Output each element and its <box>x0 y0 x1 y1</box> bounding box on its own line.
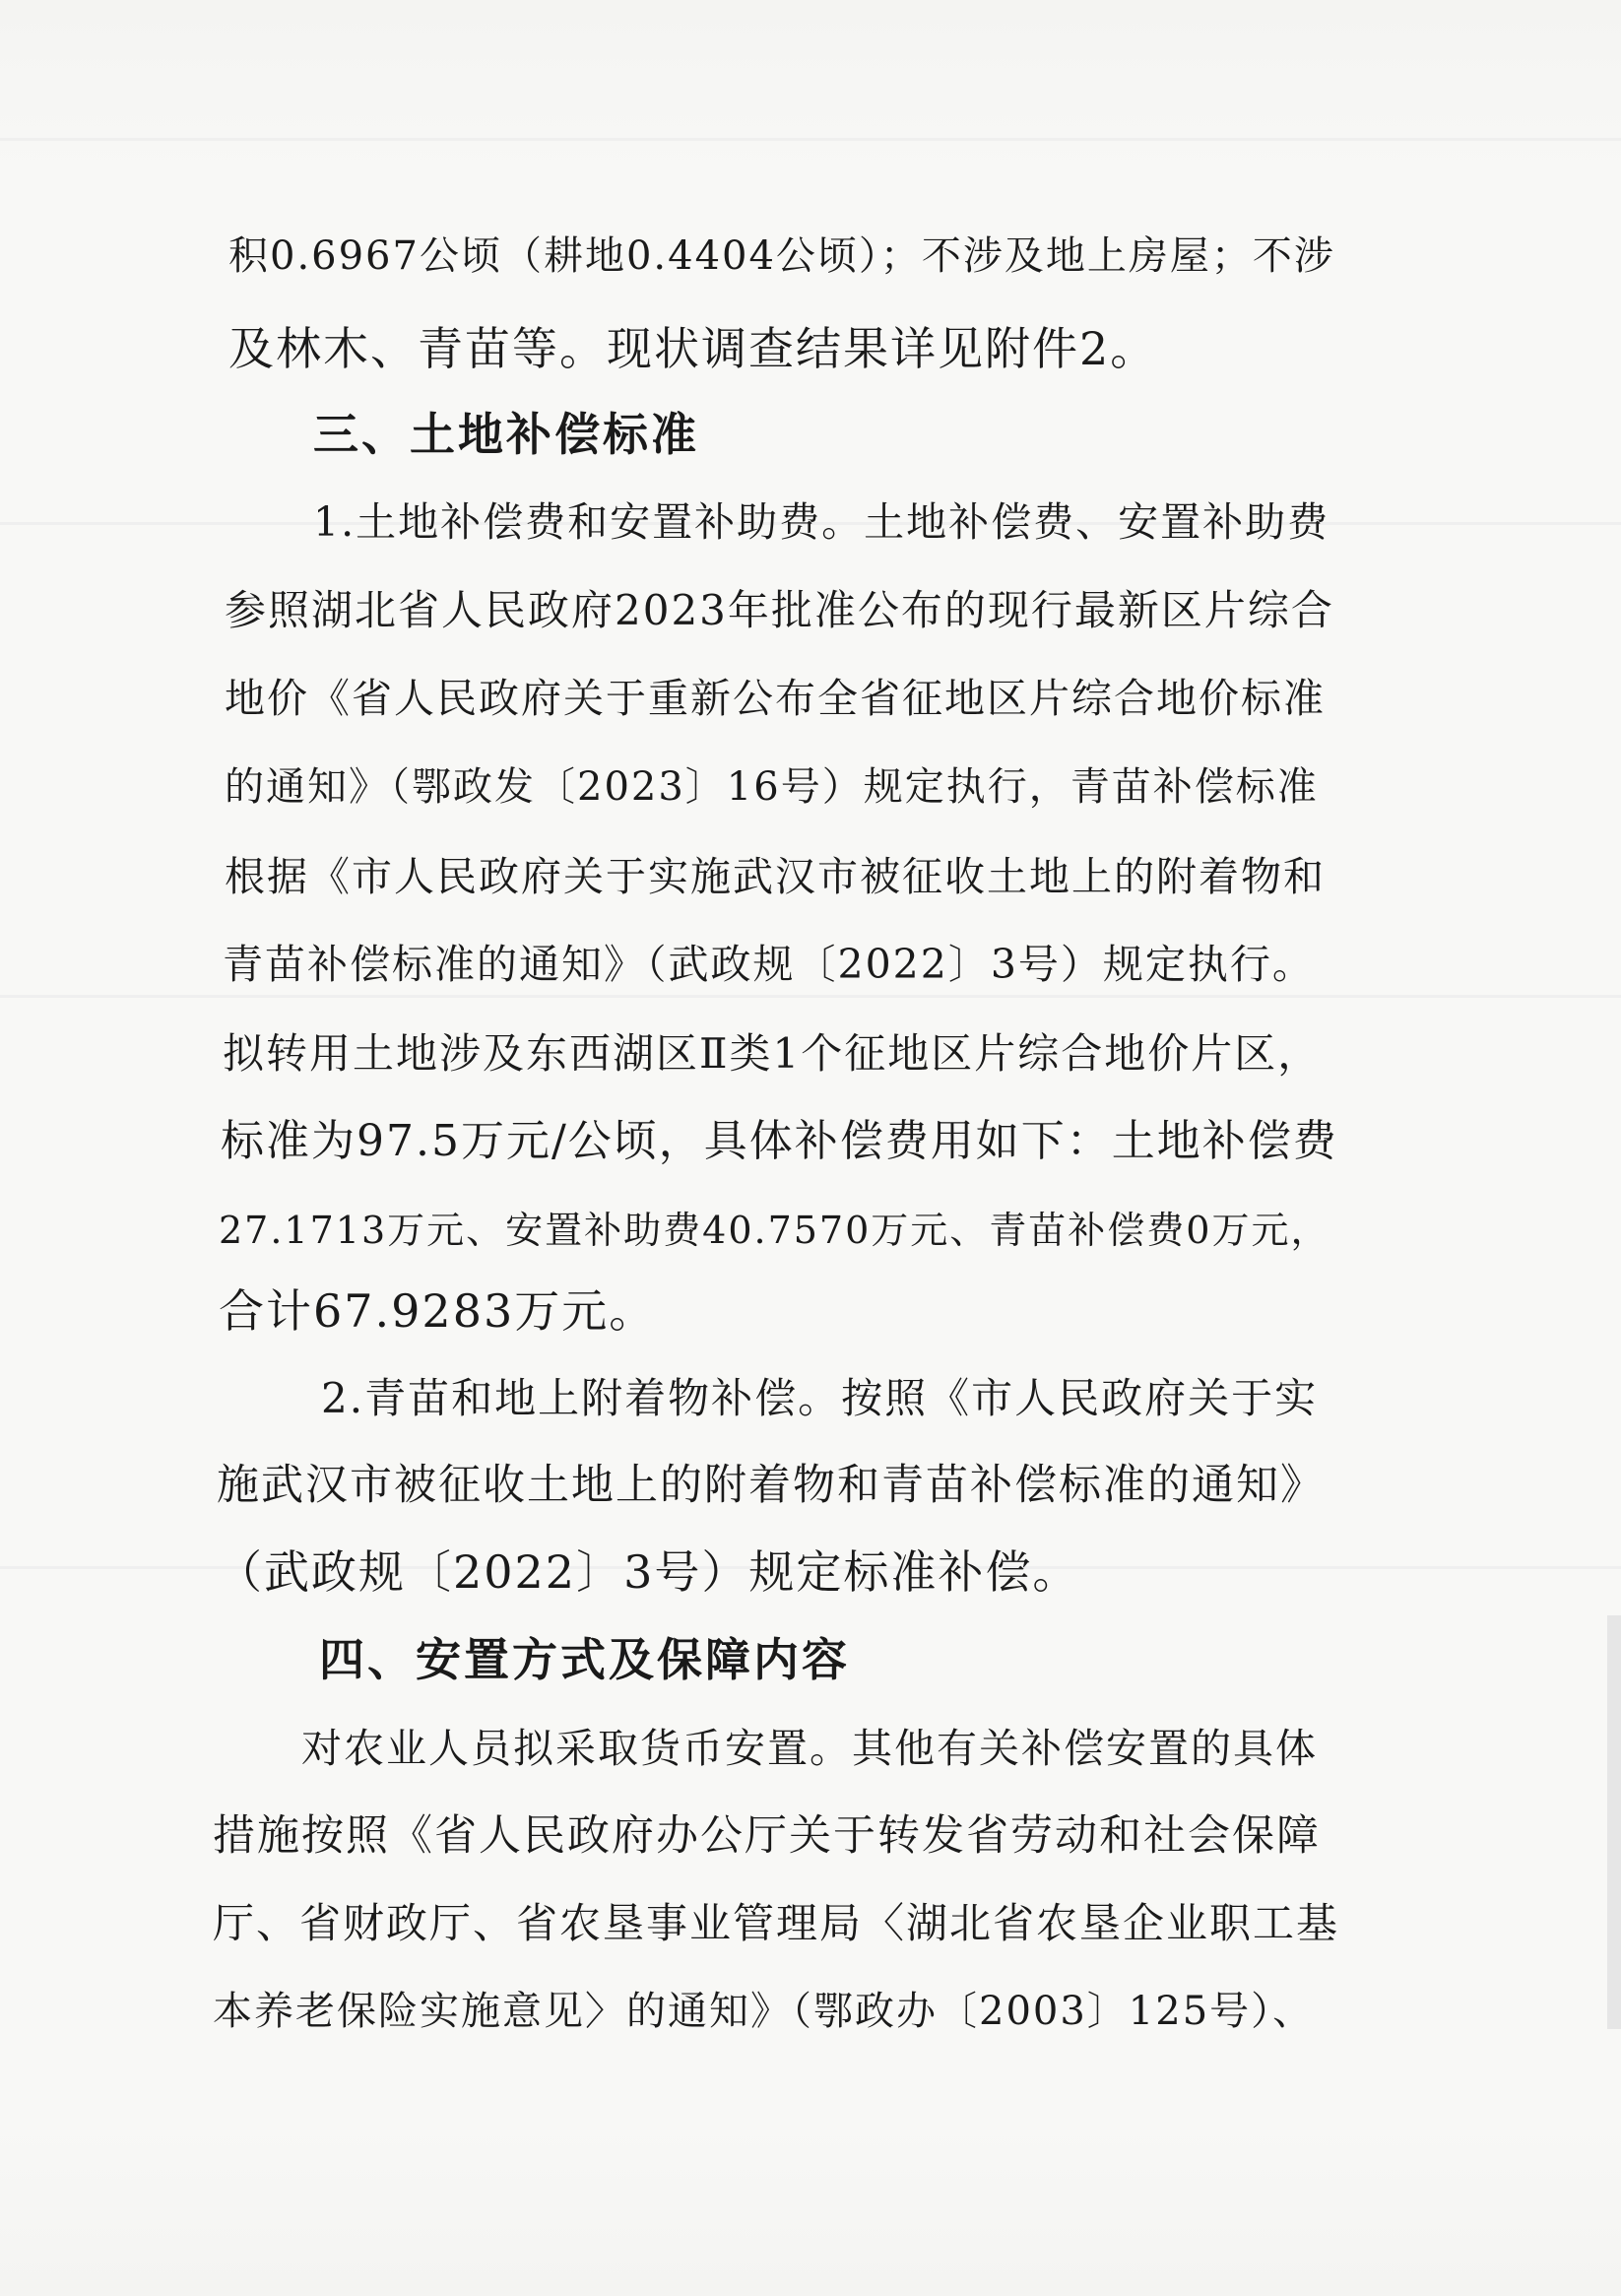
body-line-16: （武政规〔2022〕3号）规定标准补偿。 <box>217 1545 1080 1599</box>
body-line-14: 2.青苗和地上附着物补偿。按照《市人民政府关于实 <box>321 1374 1319 1422</box>
scan-edge-artifact <box>1607 1615 1621 2029</box>
body-line-8: 根据《市人民政府关于实施武汉市被征收土地上的附着物和 <box>225 853 1326 900</box>
body-line-1: 积0.6967公顷（耕地0.4404公顷）；不涉及地上房屋；不涉 <box>228 233 1335 279</box>
body-line-19: 措施按照《省人民政府办公厅关于转发省劳动和社会保障 <box>213 1811 1321 1861</box>
body-line-7: 的通知》（鄂政发〔2023〕16号）规定执行，青苗补偿标准 <box>225 764 1319 810</box>
body-line-9: 青苗补偿标准的通知》（武政规〔2022〕3号）规定执行。 <box>223 941 1315 988</box>
scan-artifact <box>0 995 1621 998</box>
section-heading-4: 四、安置方式及保障内容 <box>319 1633 850 1686</box>
scan-artifact <box>0 138 1621 141</box>
body-line-18: 对农业人员拟采取货币安置。其他有关补偿安置的具体 <box>301 1725 1318 1772</box>
body-line-4: 1.土地补偿费和安置补助费。土地补偿费、安置补助费 <box>313 498 1330 546</box>
body-line-15: 施武汉市被征收土地上的附着物和青苗补偿标准的通知》 <box>217 1461 1325 1510</box>
section-heading-3: 三、土地补偿标准 <box>313 408 699 461</box>
body-line-11: 标准为97.5万元/公顷，具体补偿费用如下：土地补偿费 <box>221 1116 1338 1166</box>
body-line-20: 厅、省财政厅、省农垦事业管理局〈湖北省农垦企业职工基 <box>213 1899 1340 1947</box>
body-line-12: 27.1713万元、安置补助费40.7570万元、青苗补偿费0万元， <box>219 1209 1330 1252</box>
body-line-13: 合计67.9283万元。 <box>219 1284 657 1338</box>
body-line-21: 本养老保险实施意见〉的通知》（鄂政办〔2003〕125号）、 <box>213 1989 1315 2034</box>
body-line-6: 地价《省人民政府关于重新公布全省征地区片综合地价标准 <box>225 675 1326 722</box>
body-line-2: 及林木、青苗等。现状调查结果详见附件2。 <box>228 322 1158 375</box>
body-line-5: 参照湖北省人民政府2023年批准公布的现行最新区片综合 <box>225 586 1334 634</box>
body-line-10: 拟转用土地涉及东西湖区Ⅱ类1个征地区片综合地价片区， <box>223 1029 1322 1078</box>
